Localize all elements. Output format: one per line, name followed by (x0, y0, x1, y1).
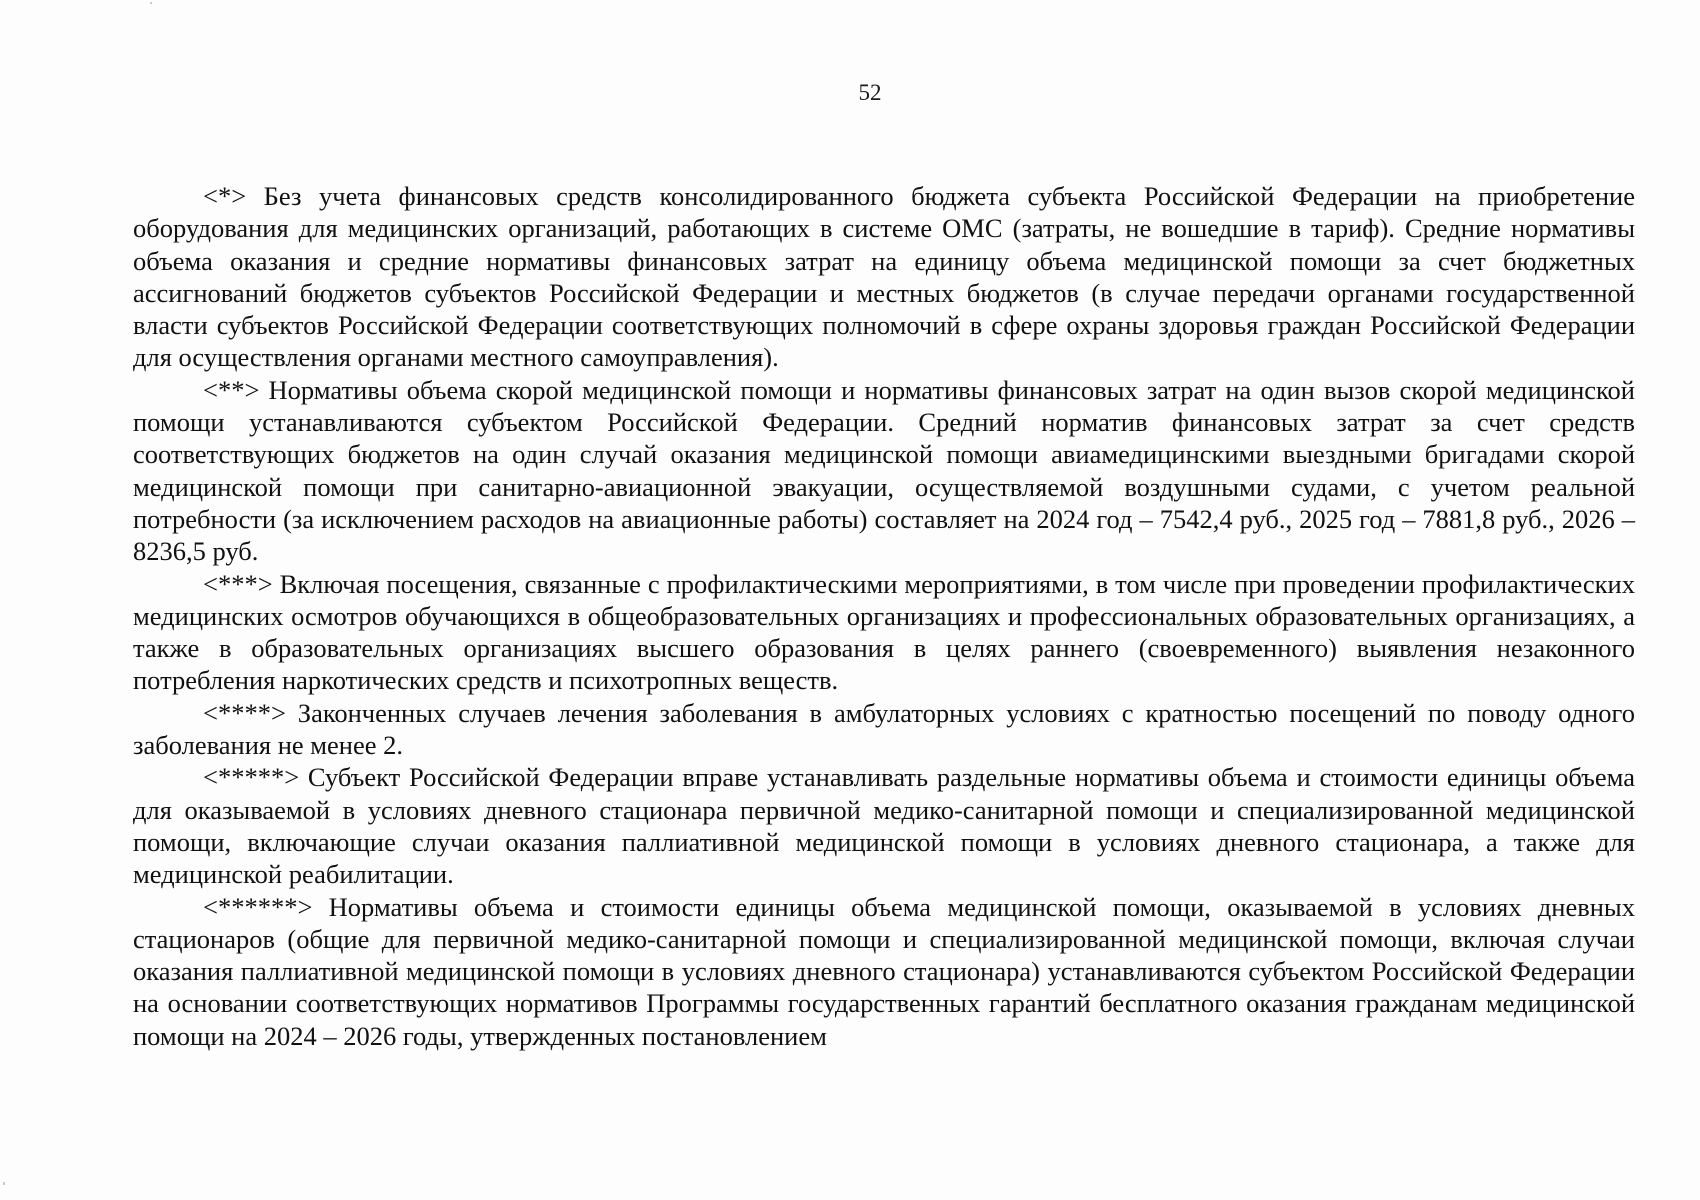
footnote-2: <**> Нормативы объема скорой медицинской помощи и нормативы финансовых затрат на один вызов скорой медицинской помощи устанавливаются субъектом Российской Федерации. Средний норматив финансовых затрат за счет средств соответствующих бюджетов на один случай оказания медицинской помощи авиамедицинскими выездными бригадами скорой медицинской помощи при санитарно-авиационной эвакуации, осуществляемой воздушными судами, с учетом реальной потребности (за исключением расходов на авиационные работы) составляет на 2024 год – 7542,4 руб., 2025 год – 7881,8 руб., 2026 – 8236,5 руб. (133, 374, 1635, 567)
footnote-5: <*****> Субъект Российской Федерации вправе устанавливать раздельные нормативы объема и стоимости единицы объема для оказываемой в условиях дневного стационара первичной медико-санитарной помощи и специализированной медицинской помощи, включающие случаи оказания паллиативной медицинской помощи в условиях дневного стационара, а также для медицинской реабилитации. (133, 762, 1635, 890)
scan-artifact-mark (150, 2, 152, 4)
footnote-4: <****> Законченных случаев лечения заболевания в амбулаторных условиях с кратностью посещений по поводу одного заболевания не менее 2. (133, 697, 1635, 761)
footnote-1: <*> Без учета финансовых средств консолидированного бюджета субъекта Российской Федерации на приобретение оборудования для медицинских организаций, работающих в системе ОМС (затраты, не вошедшие в тариф). Средние нормативы объема оказания и средние нормативы финансовых затрат на единицу объема медицинской помощи за счет бюджетных ассигнований бюджетов субъектов Российской Федерации и местных бюджетов (в случае передачи органами государственной власти субъектов Российской Федерации соответствующих полномочий в сфере охраны здоровья граждан Российской Федерации для осуществления органами местного самоуправления). (133, 181, 1635, 373)
page-number: 52 (858, 80, 882, 105)
footnote-3: <***> Включая посещения, связанные с профилактическими мероприятиями, в том числе при проведении профилактических медицинских осмотров обучающихся в общеобразовательных организациях и профессиональных образовательных организациях, а также в образовательных организациях высшего образования в целях раннего (своевременного) выявления незаконного потребления наркотических средств и психотропных веществ. (133, 568, 1635, 696)
footnotes-block (133, 180, 1635, 1052)
footnote-6: <******> Нормативы объема и стоимости единицы объема медицинской помощи, оказываемой в условиях дневных стационаров (общие для первичной медико-санитарной помощи и специализированной медицинской помощи, включая случаи оказания паллиативной медицинской помощи в условиях дневного стационара) устанавливаются субъектом Российской Федерации на основании соответствующих нормативов Программы государственных гарантий бесплатного оказания гражданам медицинской помощи на 2024 – 2026 годы, утвержденных постановлением (133, 891, 1635, 1051)
scan-artifact-mark (3, 1182, 5, 1185)
